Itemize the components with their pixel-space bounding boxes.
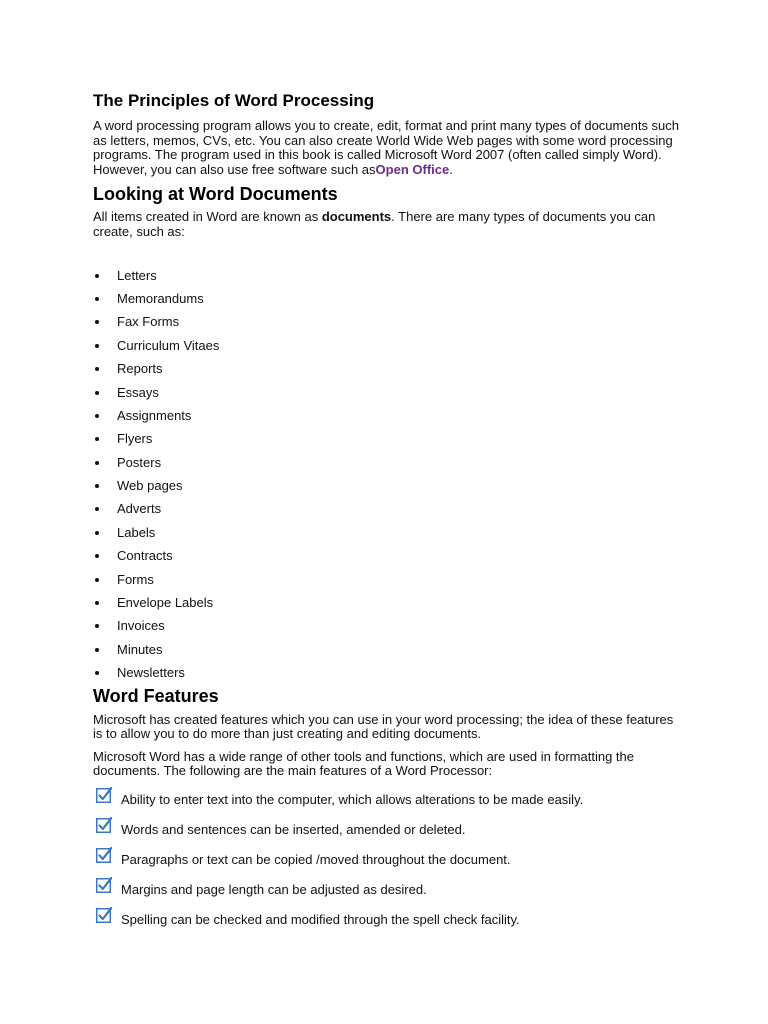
checked-box-icon <box>96 877 112 893</box>
list-item-label: Fax Forms <box>117 314 180 330</box>
list-item-label: Flyers <box>117 431 153 447</box>
bullet-dot-icon <box>95 391 99 395</box>
docs-intro-before: All items created in Word are known as <box>93 209 322 225</box>
bullet-dot-icon <box>95 274 99 278</box>
bullet-dot-icon <box>95 414 99 418</box>
features-paragraph-1: Microsoft has created features which you can use in your word processing; the idea of these features is to allow you to do more than just creating and editing documents. <box>93 711 674 742</box>
list-item <box>93 474 768 497</box>
list-item <box>93 497 768 520</box>
bullet-dot-icon <box>95 578 99 582</box>
intro-paragraph <box>93 119 683 177</box>
list-item <box>93 638 768 661</box>
list-item-label: Posters <box>117 454 162 470</box>
checklist-item-label: Margins and page length can be adjusted as desired. <box>121 881 427 897</box>
list-item-label: Contracts <box>117 548 173 564</box>
bullet-dot-icon <box>95 601 99 605</box>
list-item-label: Labels <box>117 524 156 540</box>
document-types-list <box>93 264 768 685</box>
features-paragraph-2: Microsoft Word has a wide range of other tools and functions, which are used in formatting the documents. The following are the main features of a Word Processor: <box>93 748 634 779</box>
checklist-item <box>93 907 768 937</box>
bullet-dot-icon <box>95 671 99 675</box>
list-item <box>93 591 768 614</box>
checklist-item <box>93 847 768 877</box>
bullet-dot-icon <box>95 320 99 324</box>
list-item <box>93 404 768 427</box>
list-item <box>93 357 768 380</box>
bullet-dot-icon <box>95 531 99 535</box>
list-item-label: Web pages <box>117 478 183 494</box>
list-item-label: Curriculum Vitaes <box>117 337 220 353</box>
list-item-label: Letters <box>117 267 157 283</box>
docs-intro-bold: documents <box>321 209 392 225</box>
list-item <box>93 334 768 357</box>
section-heading-features: Word Features <box>93 685 219 706</box>
bullet-dot-icon <box>95 437 99 441</box>
bullet-dot-icon <box>95 554 99 558</box>
list-item-label: Forms <box>117 571 154 587</box>
list-item <box>93 661 768 684</box>
bullet-dot-icon <box>95 367 99 371</box>
list-item-label: Reports <box>117 361 163 377</box>
bullet-dot-icon <box>95 297 99 301</box>
checked-box-icon <box>96 907 112 923</box>
bullet-dot-icon <box>95 507 99 511</box>
bullet-dot-icon <box>95 648 99 652</box>
list-item <box>93 381 768 404</box>
bullet-dot-icon <box>95 624 99 628</box>
checklist-item <box>93 877 768 907</box>
intro-end: . <box>449 161 453 177</box>
bullet-dot-icon <box>95 484 99 488</box>
list-item-label: Newsletters <box>117 665 185 681</box>
list-item-label: Envelope Labels <box>117 595 214 611</box>
checklist-item-label: Words and sentences can be inserted, amended or deleted. <box>121 821 466 837</box>
checklist-item-label: Spelling can be checked and modified through the spell check facility. <box>121 911 520 927</box>
bullet-dot-icon <box>95 461 99 465</box>
docs-intro-after: . There are many types of documents you can create, such as: <box>93 209 656 239</box>
list-item <box>93 544 768 567</box>
list-item-label: Minutes <box>117 641 163 657</box>
list-item <box>93 287 768 310</box>
bullet-dot-icon <box>95 344 99 348</box>
features-checklist <box>93 787 768 937</box>
documents-intro-paragraph <box>93 210 683 239</box>
checklist-item-label: Paragraphs or text can be copied /moved throughout the document. <box>121 851 511 867</box>
checked-box-icon <box>96 817 112 833</box>
open-office-link[interactable]: Open Office <box>375 161 450 177</box>
list-item <box>93 568 768 591</box>
list-item <box>93 521 768 544</box>
checklist-item-label: Ability to enter text into the computer, which allows alterations to be made easily. <box>121 791 584 807</box>
list-item <box>93 614 768 637</box>
list-item <box>93 310 768 333</box>
list-item-label: Invoices <box>117 618 165 634</box>
list-item <box>93 451 768 474</box>
list-item-label: Assignments <box>117 407 192 423</box>
list-item <box>93 427 768 450</box>
checklist-item <box>93 817 768 847</box>
intro-text: A word processing program allows you to create, edit, format and print many types of documents such as letters, memos, CVs, etc. You can also create World Wide Web pages with some word processing programs. The program used in this book is called Microsoft Word 2007 (often called simply Word). However, you can also use free software such as <box>93 118 680 177</box>
page-title: The Principles of Word Processing <box>93 91 375 110</box>
checked-box-icon <box>96 847 112 863</box>
section-heading-documents: Looking at Word Documents <box>93 184 338 205</box>
list-item-label: Essays <box>117 384 159 400</box>
checked-box-icon <box>96 787 112 803</box>
list-item-label: Memorandums <box>117 290 204 306</box>
list-item-label: Adverts <box>117 501 162 517</box>
checklist-item <box>93 787 768 817</box>
list-item <box>93 264 768 287</box>
